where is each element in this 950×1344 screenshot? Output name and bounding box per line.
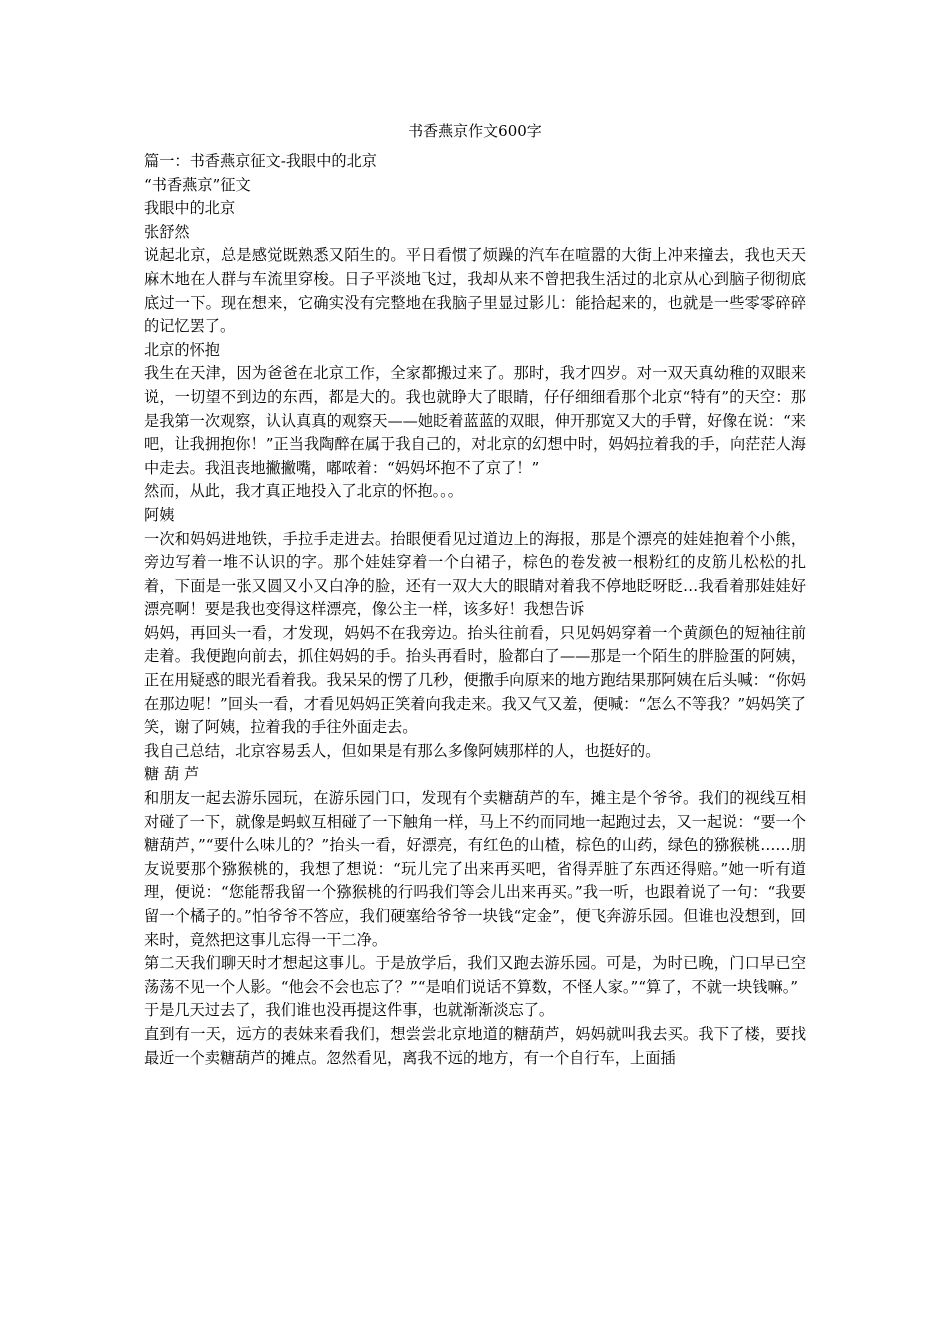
paragraph-line: 我眼中的北京 xyxy=(144,199,236,218)
document-page xyxy=(144,120,806,1070)
paragraph: 我生在天津，因为爸爸在北京工作，全家都搬过来了。那时，我才四岁。对一双天真幼稚的双眼来说，一切望不到边的东西，都是大的。我也就睁大了眼睛，仔仔细细看那个北京“特有”的天空：那是我第一次观察，认认真真的观察天——她眨着蓝蓝的双眼，伸开那宽又大的手臂，好像在说：“来吧，让我拥抱你！”正当我陶醉在属于我自己的，对北京的幻想中时，妈妈拉着我的手，向茫茫人海中走去。我沮丧地撇撇嘴，嘟哝着：“妈妈坏抱不了京了！” xyxy=(144,364,806,477)
paragraph: 我自己总结，北京容易丢人，但如果是有那么多像阿姨那样的人，也挺好的。 xyxy=(144,741,661,760)
section-heading: 糖 葫 芦 xyxy=(144,765,200,784)
paragraph: 和朋友一起去游乐园玩，在游乐园门口，发现有个卖糖葫芦的车，摊主是个爷爷。我们的视线互相对碰了一下，就像是蚂蚁互相碰了一下触角一样，马上不约而同地一起跑过去，又一起说：“要一个糖葫芦，”“要什么味儿的？”抬头一看，好漂亮，有红色的山楂，棕色的山药，绿色的猕猴桃……朋友说要那个猕猴桃的，我想了想说：“玩儿完了出来再买吧，省得弄脏了东西还得赔。”她一听有道理，便说：“您能帮我留一个猕猴桃的行吗我们等会儿出来再买。”我一听，也跟着说了一句：“我要留一个橘子的。”怕爷爷不答应，我们硬塞给爷爷一块钱“定金”，便飞奔游乐园。但谁也没想到，回来时，竟然把这事儿忘得一干二净。 xyxy=(144,789,806,949)
paragraph: 第二天我们聊天时才想起这事儿。于是放学后，我们又跑去游乐园。可是，为时已晚，门口早已空荡荡不见一个人影。“他会不会也忘了？”“是咱们说话不算数，不怪人家。”“算了，不就一块钱嘛。” xyxy=(144,954,806,996)
paragraph: 于是几天过去了，我们谁也没再提这件事，也就渐渐淡忘了。 xyxy=(144,1001,555,1020)
document-body xyxy=(144,150,806,1070)
paragraph: 直到有一天，远方的表妹来看我们，想尝尝北京地道的糖葫芦，妈妈就叫我去买。我下了楼，要找最近一个卖糖葫芦的摊点。忽然看见，离我不远的地方，有一个自行车，上面插 xyxy=(144,1024,806,1067)
paragraph: 然而，从此，我才真正地投入了北京的怀抱。。。 xyxy=(144,482,463,501)
paragraph: 说起北京，总是感觉既熟悉又陌生的。平日看惯了烦躁的汽车在喧嚣的大街上冲来撞去，我也天天麻木地在人群与车流里穿梭。日子平淡地飞过，我却从来不曾把我生活过的北京从心到脑子彻彻底底过一下。现在想来，它确实没有完整地在我脑子里显过影儿：能拾起来的，也就是一些零零碎碎的记忆罢了。 xyxy=(144,246,806,336)
document-title: 书香燕京作文600字 xyxy=(408,122,542,140)
paragraph-line: 篇一：书香燕京征文-我眼中的北京 xyxy=(144,152,377,170)
paragraph: 妈妈，再回头一看，才发现，妈妈不在我旁边。抬头往前看，只见妈妈穿着一个黄颜色的短袖往前走着。我便跑向前去，抓住妈妈的手。抬头再看时，脸都白了——那是一个陌生的胖脸蛋的阿姨，正在用疑惑的眼光看着我。我呆呆的愣了几秒，便撒手向原来的地方跑结果那阿姨在后头喊：“你妈在那边呢！”回头一看，才看见妈妈正笑着向我走来。我又气又羞，便喊：“怎么不等我？”妈妈笑了笑，谢了阿姨，拉着我的手往外面走去。 xyxy=(144,623,806,737)
section-heading: 北京的怀抱 xyxy=(144,340,220,359)
section-heading: 阿姨 xyxy=(144,505,175,524)
paragraph: 一次和妈妈进地铁，手拉手走进去。抬眼便看见过道边上的海报，那是个漂亮的娃娃抱着个小熊，旁边写着一堆不认识的字。那个娃娃穿着一个白裙子，棕色的卷发被一根粉红的皮筋儿松松的扎着，下面是一张又圆又小又白净的脸，还有一双大大的眼睛对着我不停地眨呀眨…我看着那娃娃好漂亮啊！要是我也变得这样漂亮，像公主一样，该多好！我想告诉 xyxy=(144,529,806,619)
paragraph-line: “书香燕京”征文 xyxy=(144,175,251,194)
author-line: 张舒然 xyxy=(144,222,190,241)
